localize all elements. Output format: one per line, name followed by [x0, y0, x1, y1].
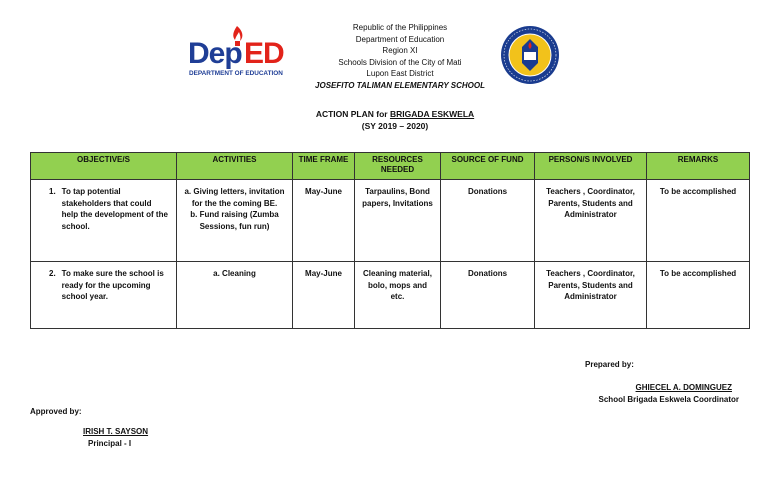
- header-country: Republic of the Philippines: [352, 23, 448, 32]
- objective-number: 1.: [49, 187, 56, 196]
- objective-text: To tap potential stakeholders that could help the development of the school.: [61, 187, 168, 231]
- svg-text:ED: ED: [244, 37, 284, 70]
- objective-cell: [31, 262, 177, 329]
- approved-by-name: IRISH T. SAYSON: [83, 427, 149, 436]
- activities-cell: [177, 180, 293, 262]
- svg-text:DEPARTMENT OF EDUCATION: DEPARTMENT OF EDUCATION: [189, 70, 283, 77]
- activity-item: a. Cleaning: [213, 269, 256, 278]
- header-time-frame: TIME FRAME: [293, 153, 355, 180]
- header-resources: RESOURCES NEEDED: [355, 153, 441, 180]
- title-school-year: (SY 2019 – 2020): [361, 121, 429, 131]
- header-division: Schools Division of the City of Mati: [338, 57, 462, 67]
- table-row: [31, 180, 750, 262]
- header-region: Region XI: [382, 46, 418, 55]
- objective-text: To make sure the school is ready for the upcoming school year.: [61, 269, 164, 301]
- letterhead: [300, 22, 500, 91]
- activity-item: b. Fund raising (Zumba Sessions, fun run): [190, 210, 279, 231]
- table-header-row: [31, 153, 750, 180]
- objective-cell: [31, 180, 177, 262]
- fund-cell: Donations: [441, 262, 535, 329]
- header-objectives: OBJECTIVE/S: [31, 153, 177, 180]
- svg-text:Dep: Dep: [188, 37, 242, 70]
- deped-seal-icon: [500, 25, 560, 85]
- header-source-of-fund: SOURCE OF FUND: [441, 153, 535, 180]
- objective-number: 2.: [49, 269, 56, 278]
- remarks-cell: To be accomplished: [647, 262, 750, 329]
- header-activities: ACTIVITIES: [177, 153, 293, 180]
- prepared-by-name: GHIECEL A. DOMINGUEZ: [635, 383, 732, 392]
- prepared-by-label: Prepared by:: [585, 360, 634, 369]
- prepared-by-position: School Brigada Eskwela Coordinator: [598, 395, 739, 404]
- fund-cell: Donations: [441, 180, 535, 262]
- action-plan-table: [30, 152, 750, 329]
- activity-item: a. Giving letters, invitation for the the coming BE.: [184, 187, 285, 208]
- header-persons-involved: PERSON/S INVOLVED: [535, 153, 647, 180]
- header-district: Lupon East District: [366, 69, 434, 78]
- resources-cell: Tarpaulins, Bond papers, Invitations: [355, 180, 441, 262]
- approved-by-label: Approved by:: [30, 407, 82, 416]
- header-school: JOSEFITO TALIMAN ELEMENTARY SCHOOL: [315, 80, 485, 90]
- deped-logo: [186, 22, 300, 80]
- persons-cell: Teachers , Coordinator, Parents, Students and Administrator: [535, 262, 647, 329]
- remarks-cell: To be accomplished: [647, 180, 750, 262]
- header-department: Department of Education: [355, 34, 445, 44]
- activities-cell: [177, 262, 293, 329]
- resources-cell: Cleaning material, bolo, mops and etc.: [355, 262, 441, 329]
- title-program: BRIGADA ESKWELA: [389, 109, 475, 119]
- document-title: [250, 108, 540, 132]
- time-frame-cell: May-June: [293, 262, 355, 329]
- approved-by-position: Principal - I: [88, 439, 132, 448]
- header-remarks: REMARKS: [647, 153, 750, 180]
- title-prefix: ACTION PLAN for: [315, 109, 390, 119]
- time-frame-cell: May-June: [293, 180, 355, 262]
- persons-cell: Teachers , Coordinator, Parents, Students and Administrator: [535, 180, 647, 262]
- table-row: [31, 262, 750, 329]
